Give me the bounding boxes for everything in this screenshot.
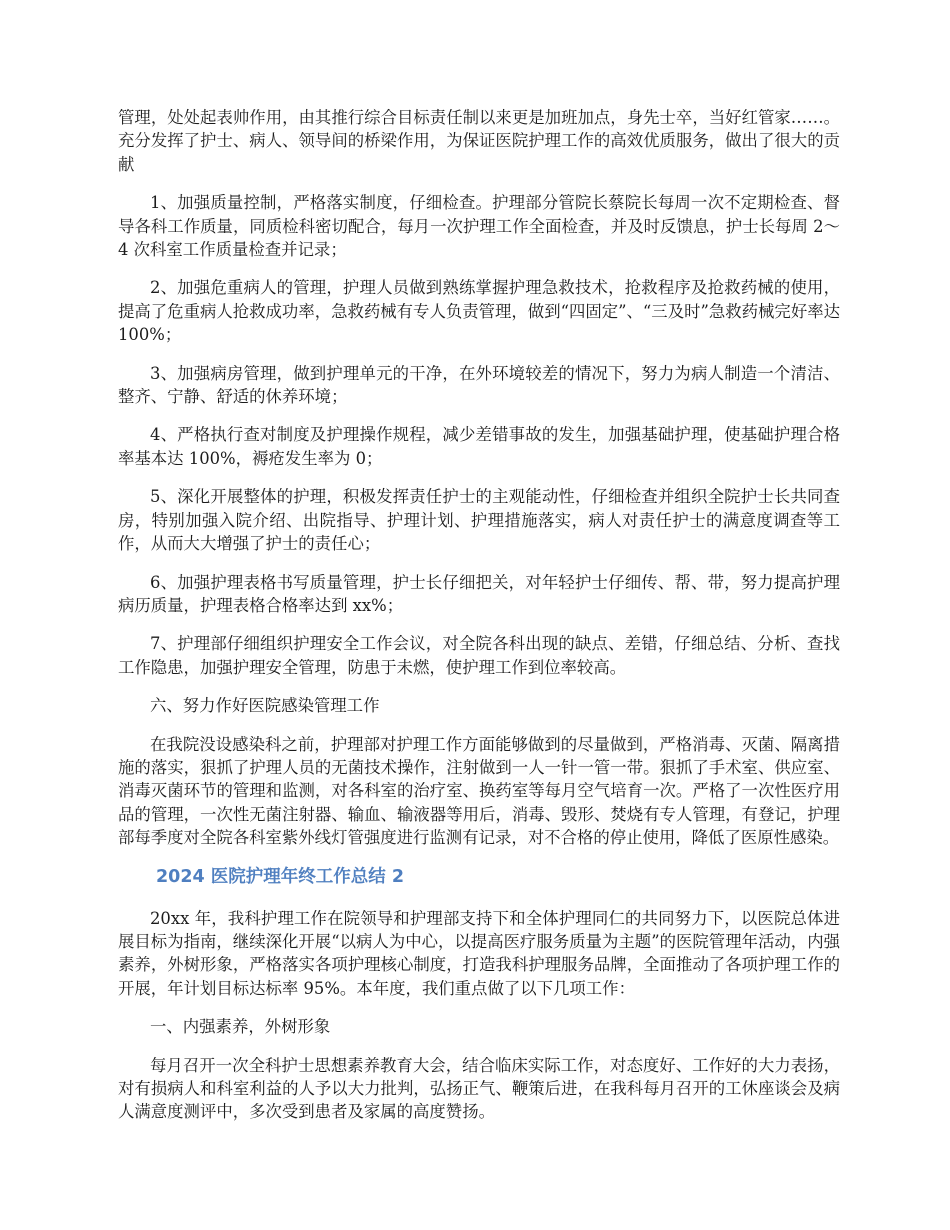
paragraph-item-1: 1、加强质量控制，严格落实制度，仔细检查。护理部分管院长蔡院长每周一次不定期检查、督导各科工作质量，同质检科密切配合，每月一次护理工作全面检查，并及时反馈息，护士长每周 2～4 次科室工作质量检查并记录；	[118, 193, 840, 260]
paragraph-education: 每月召开一次全科护士思想素养教育大会，结合临床实际工作，对态度好、工作好的大力表扬，对有损病人和科室利益的人予以大力批判，弘扬正气、鞭策后进，在我科每月召开的工休座谈会及病人满意度测评中，多次受到患者及家属的高度赞扬。	[118, 1055, 840, 1122]
document-section-title: 2024 医院护理年终工作总结 2	[156, 866, 405, 887]
section-heading-infection-control: 六、努力作好医院感染管理工作	[150, 696, 380, 716]
paragraph-item-4: 4、严格执行查对制度及护理操作规程，减少差错事故的发生，加强基础护理，使基础护理合格率基本达 100%，褥疮发生率为 0；	[118, 425, 840, 468]
paragraph-item-6: 6、加强护理表格书写质量管理，护士长仔细把关，对年轻护士仔细传、帮、带，努力提高护理病历质量，护理表格合格率达到 xx%；	[118, 572, 840, 615]
paragraph-item-2: 2、加强危重病人的管理，护理人员做到熟练掌握护理急救技术，抢救程序及抢救药械的使用，提高了危重病人抢救成功率，急救药械有专人负责管理，做到“四固定”、“三及时”急救药械完好率达 100%；	[118, 278, 840, 345]
paragraph-intro: 20xx 年，我科护理工作在院领导和护理部支持下和全体护理同仁的共同努力下，以医院总体进展目标为指南，继续深化开展“以病人为中心，以提高医疗服务质量为主题”的医院管理年活动，内强素养，外树形象，严格落实各项护理核心制度，打造我科护理服务品牌，全面推动了各项护理工作的开展，年计划目标达标率 95%。本年度，我们重点做了以下几项工作：	[118, 908, 840, 998]
paragraph-item-5: 5、深化开展整体的护理，积极发挥责任护士的主观能动性，仔细检查并组织全院护士长共同查房，特别加强入院介绍、出院指导、护理计划、护理措施落实，病人对责任护士的满意度调查等工作，从而大大增强了护士的责任心；	[118, 487, 840, 554]
paragraph-item-3: 3、加强病房管理，做到护理单元的干净，在外环境较差的情况下，努力为病人制造一个清洁、整齐、宁静、舒适的休养环境；	[118, 363, 840, 407]
document-body	[118, 106, 840, 1139]
section-heading-quality: 一、内强素养，外树形象	[150, 1017, 331, 1037]
paragraph-item-7: 7、护理部仔细组织护理安全工作会议，对全院各科出现的缺点、差错，仔细总结、分析、查找工作隐患，加强护理安全管理，防患于未燃，使护理工作到位率较高。	[118, 634, 840, 677]
paragraph-infection-control: 在我院没设感染科之前，护理部对护理工作方面能够做到的尽量做到，严格消毒、灭菌、隔离措施的落实，狠抓了护理人员的无菌技术操作，注射做到一人一针一管一带。狠抓了手术室、供应室、消毒灭菌环节的管理和监测，对各科室的治疗室、换药室等每月空气培育一次。严格了一次性医疗用品的管理，一次性无菌注射器、输血、输液器等用后，消毒、毁形、焚烧有专人管理，有登记，护理部每季度对全院各科室紫外线灯管强度进行监测有记录，对不合格的停止使用，降低了医原性感染。	[118, 734, 840, 848]
paragraph-continuation: 管理，处处起表帅作用，由其推行综合目标责任制以来更是加班加点，身先士卒，当好红管家……。充分发挥了护士、病人、领导间的桥梁作用，为保证医院护理工作的高效优质服务，做出了很大的贡献	[118, 108, 840, 174]
